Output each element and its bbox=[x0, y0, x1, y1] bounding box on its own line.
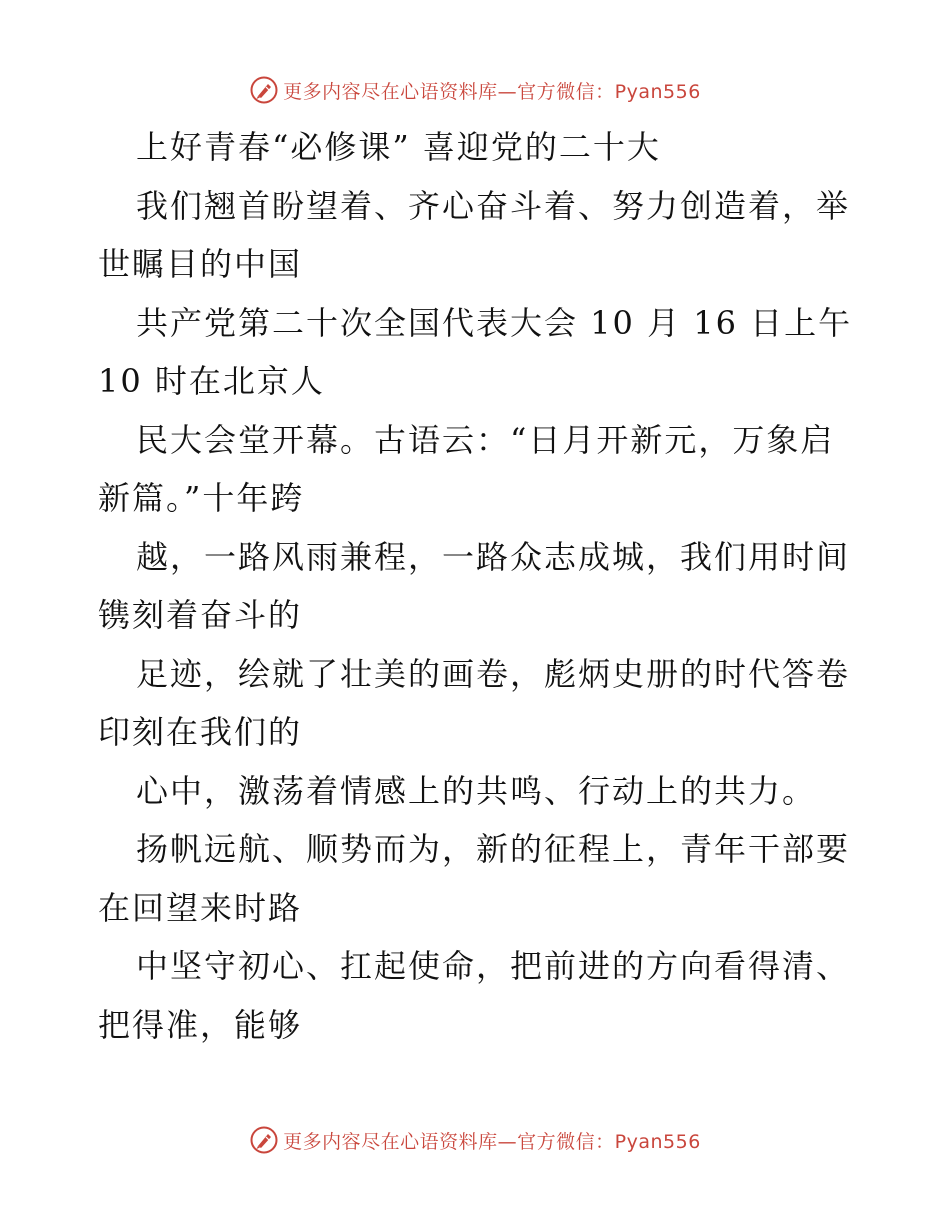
text-line: 10 时在北京人 bbox=[98, 362, 325, 400]
text-line: 共产党第二十次全国代表大会 10 月 16 日上午 bbox=[136, 303, 853, 342]
document-body bbox=[98, 118, 858, 1054]
text-line: 镌刻着奋斗的 bbox=[98, 596, 303, 634]
pen-nib-logo-icon bbox=[249, 1125, 279, 1155]
text-line: 越，一路风雨兼程，一路众志成城，我们用时间 bbox=[136, 537, 851, 576]
text-line: 民大会堂开幕。古语云：“日月开新元，万象启 bbox=[136, 420, 835, 459]
text-line: 足迹，绘就了壮美的画卷，彪炳史册的时代答卷 bbox=[136, 654, 851, 693]
text-line: 新篇。”十年跨 bbox=[98, 479, 305, 517]
header-watermark bbox=[0, 72, 950, 108]
text-line: 世瞩目的中国 bbox=[98, 245, 303, 283]
footer-watermark bbox=[0, 1122, 950, 1158]
text-line: 在回望来时路 bbox=[98, 888, 303, 927]
text-line: 心中，激荡着情感上的共鸣、行动上的共力。 bbox=[136, 771, 817, 810]
watermark-text: 更多内容尽在心语资料库—官方微信：Pyan556 bbox=[283, 80, 701, 103]
pen-nib-logo-icon bbox=[249, 75, 279, 105]
text-line: 中坚守初心、扛起使命，把前进的方向看得清、 bbox=[136, 947, 851, 985]
text-line: 扬帆远航、顺势而为，新的征程上，青年干部要 bbox=[136, 830, 851, 868]
watermark-text: 更多内容尽在心语资料库—官方微信：Pyan556 bbox=[283, 1130, 701, 1153]
text-line: 把得准，能够 bbox=[98, 1005, 303, 1044]
text-line: 印刻在我们的 bbox=[98, 713, 303, 751]
text-line: 上好青春“必修课” 喜迎党的二十大 bbox=[136, 128, 661, 166]
text-line: 我们翘首盼望着、齐心奋斗着、努力创造着，举 bbox=[136, 186, 851, 225]
